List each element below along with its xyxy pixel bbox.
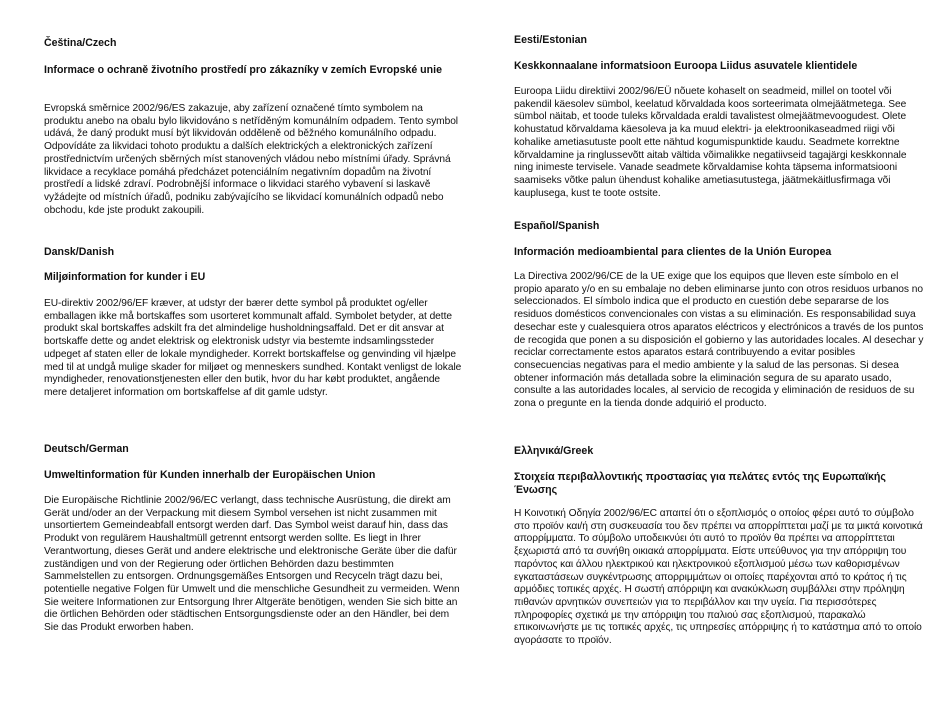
spanish-body-text: La Directiva 2002/96/CE de la UE exige que los equipos que lleven este símbolo en el propio aparato y/o en su embalaje no deben eliminarse junto con otros residuos urbanos no seleccionados. El símbolo indica que el producto en cuestión debe separarse de los residuos domésticos convencionales con vistas a su eliminación. Es responsabilidad suya desechar este y cualesquiera otros aparatos eléctricos y electrónicos a través de los puntos de recogida que ponen a su disposición el gobierno y las autoridades locales. Al desechar y reciclar correctamente estos aparatos estará contribuyendo a evitar posibles consecuencias negativas para el medio ambiente y la salud de las personas. Si desea obtener información más detallada sobre la eliminación segura de su aparato usado, consulte a las autoridades locales, al servicio de recogida y eliminación de residuos de su zona o pregunte en la tienda donde adquirió el producto.	[514, 271, 924, 410]
greek-body-text: Η Κοινοτική Οδηγία 2002/96/EC απαιτεί ότι ο εξοπλισμός ο οποίος φέρει αυτό το σύμβολο στο προϊόν και/ή στη συσκευασία του δεν πρέπει να απορρίπτεται μαζί με τα μικτά κοινοτικά απορρίμματα. Το σύμβολο υποδεικνύει ότι αυτό το προϊόν θα πρέπει να απορρίπτεται ξεχωριστά από τα συνήθη οικιακά απορρίμματα. Είστε υπεύθυνος για την απόρριψη του παρόντος και άλλου ηλεκτρικού και ηλεκτρονικού εξοπλισμού μέσω των καθορισμένων εγκαταστάσεων συγκέντρωσης απορριμμάτων οι οποίες παρέχονται από το κράτος ή τις αρμόδιες τοπικές αρχές. Η σωστή απόρριψη και ανακύκλωση συμβάλλει στην πρόληψη πιθανών αρνητικών συνεπειών για το περιβάλλον και την υγεία. Για περισσότερες πληροφορίες σχετικά με την απόρριψη του παλιού σας εξοπλισμού, παρακαλώ επικοινωνήστε με τις τοπικές αρχές, τις υπηρεσίες απόρριψης ή το κατάστημα από το οποίο αγοράσατε το προϊόν.	[514, 508, 923, 647]
danish-body-text: EU-direktiv 2002/96/EF kræver, at udstyr der bærer dette symbol på produktet og/eller emballagen ikke må bortskaffes som usorteret kommunalt affald. Symbolet betyder, at dette produkt skal bortskaffes adskilt fra det almindelige husholdningsaffald. Det er dit ansvar at bortskaffe dette og andet elektrisk og elektronisk udstyr via bestemte indsamlingssteder udpeget af staten eller de lokale myndigheder. Korrekt bortskaffelse og genvinding vil hjælpe med til at undgå mulige skader for miljøet og menneskers sundhed. Kontakt venligst de lokale myndigheder, renovationstjenesten eller den butik, hvor du har købt produktet, angående mere detaljeret information om bortskaffelse af dit gamle udstyr.	[44, 298, 462, 398]
czech-body-text: Evropská směrnice 2002/96/ES zakazuje, aby zařízení označené tímto symbolem na produktu anebo na obalu bylo likvidováno s netříděným komunálním odpadem. Tento symbol udává, že daný produkt musí být likvidován odděleně od běžného komunálního odpadu. Odpovídáte za likvidaci tohoto produktu a dalších elektrických a elektronických zařízení prostřednictvím určených sběrných míst stanovených vládou nebo místními úřady. Správná likvidace a recyklace pomáhá předcházet potenciálním negativním dopadům na životní prostředí a lidské zdraví. Podrobnější informace o likvidaci starého vybavení si laskavě vyžádejte od místních úřadů, podniku zabývajícího se likvidací komunálních odpadů nebo obchodu, kde jste produkt zakoupili.	[44, 103, 459, 216]
spanish-section-title: Información medioambiental para clientes de la Unión Europea	[514, 246, 832, 258]
spanish-language-heading: Español/Spanish	[514, 220, 600, 232]
german-body-text: Die Europäische Richtlinie 2002/96/EC verlangt, dass technische Ausrüstung, die direkt am Gerät und/oder an der Verpackung mit diesem Symbol versehen ist nicht zusammen mit unsortiertem Gemeindeabfall entsorgt werden darf. Das Symbol weist darauf hin, dass das Produkt von regulärem Haushaltmüll getrennt entsorgt werden sollte. Es liegt in Ihrer Verantwortung, dieses Gerät und andere elektrische und elektronische Geräte über die dafür zuständigen und von der Regierung oder örtlichen Behörden dazu bestimmten Sammelstellen zu entsorgen. Ordnungsgemäßes Entsorgen und Recyceln trägt dazu bei, potentielle negative Folgen für Umwelt und die menschliche Gesundheit zu vermeiden. Wenn Sie weitere Informationen zur Entsorgung Ihrer Altgeräte benötigen, wenden Sie sich bitte an die örtlichen Behörden oder städtischen Entsorgungsdienste oder an den Händler, bei dem Sie das Produkt erworben haben.	[44, 495, 460, 634]
estonian-section-title: Keskkonnaalane informatsioon Euroopa Liidus asuvatele klientidele	[514, 60, 858, 72]
german-section-title: Umweltinformation für Kunden innerhalb der Europäischen Union	[44, 469, 376, 481]
greek-section-title: Στοιχεία περιβαλλοντικής προστασίας για πελάτες εντός της Ευρωπαϊκής Ένωσης	[514, 471, 886, 496]
danish-section-title: Miljøinformation for kunder i EU	[44, 271, 206, 283]
estonian-language-heading: Eesti/Estonian	[514, 34, 587, 46]
estonian-body-text: Euroopa Liidu direktiivi 2002/96/EÜ nõuete kohaselt on seadmeid, millel on tootel või pakendil käesolev sümbol, keelatud kõrvaldada koos sorteerimata olmejäätmetega. See sümbol näitab, et toode tuleks kõrvaldada eraldi tavalistest olmejäätmevoogudest. Olete kohustatud kõrvaldama käesoleva ja ka muud elektri- ja elektroonikaseadmed riigi või kohalike ametiasutuste poolt ette nähtud kogumispunktide kaudu. Seadmete korrektne kõrvaldamine ja ringlussevõtt aitab vältida võimalikke negatiivseid tagajärgi keskkonnale ning inimeste tervisele. Vanade seadmete kõrvaldamise kohta täpsema informatsiooni saamiseks võtke palun ühendust kohalike ametiasutustega, jäätmekäitlusfirmaga või kauplusega, kust te toote ostsite.	[514, 86, 907, 199]
german-language-heading: Deutsch/German	[44, 443, 129, 455]
danish-language-heading: Dansk/Danish	[44, 246, 115, 258]
czech-language-heading: Čeština/Czech	[44, 37, 117, 49]
czech-section-title: Informace o ochraně životního prostředí pro zákazníky v zemích Evropské unie	[44, 64, 442, 76]
greek-language-heading: Ελληνικά/Greek	[514, 445, 594, 457]
